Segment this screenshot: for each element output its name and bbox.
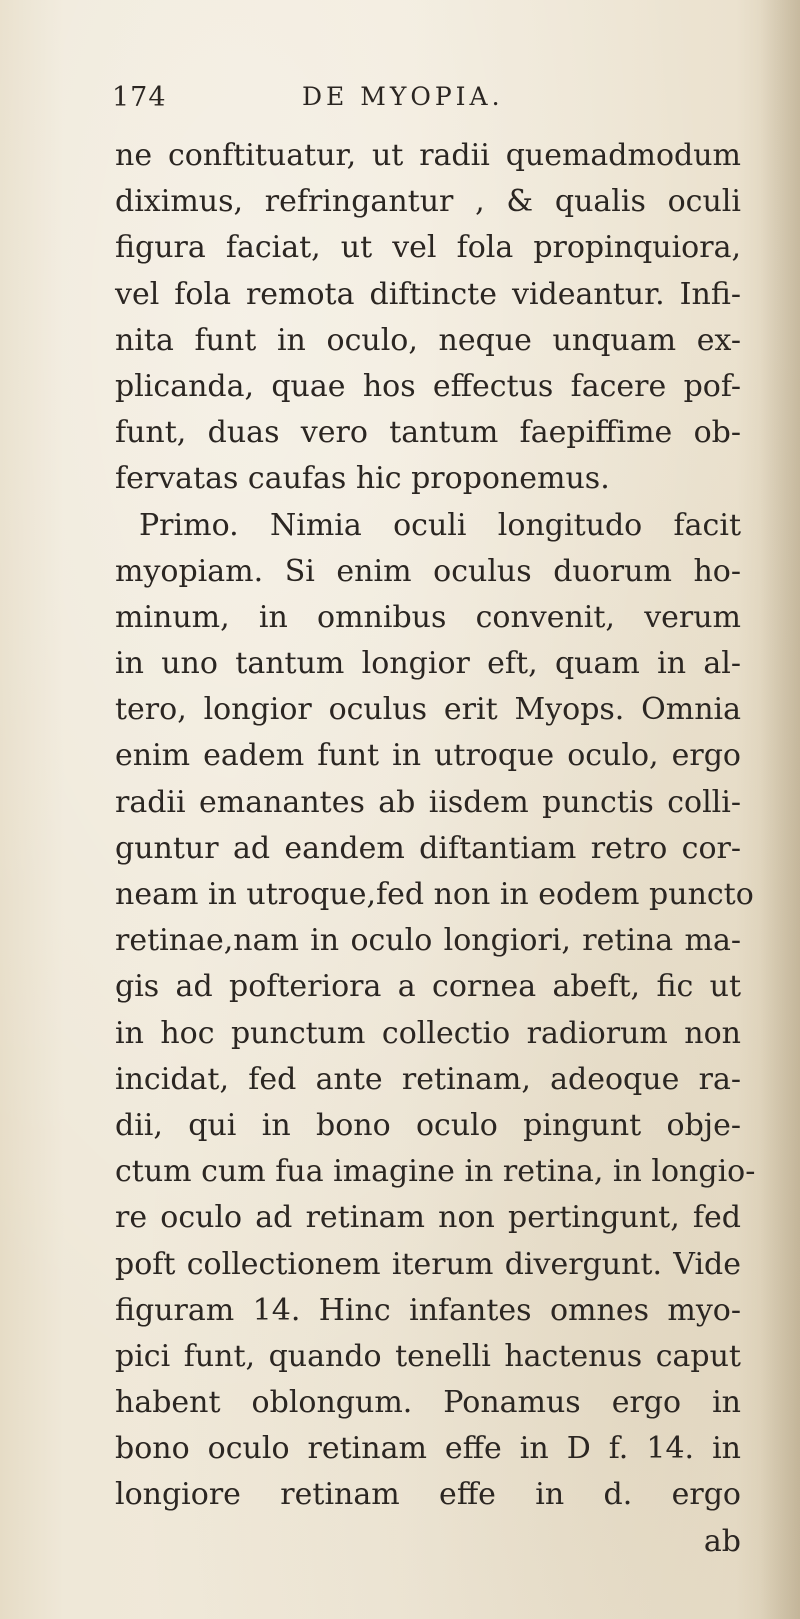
page-number: 174 bbox=[112, 82, 167, 113]
text-line: fervatas caufas hic proponemus. bbox=[115, 461, 610, 497]
page-edge-shadow bbox=[760, 0, 800, 1619]
text-line: ctum cum fua imagine in retina, in longio- bbox=[115, 1154, 756, 1190]
text-line: figura faciat, ut vel fola propinquiora, bbox=[115, 230, 741, 266]
text-line: dii, qui in bono oculo pingunt obje- bbox=[115, 1107, 741, 1143]
text-line: bono oculo retinam effe in D f. 14. in bbox=[115, 1431, 741, 1467]
text-line: diximus, refringantur , & qualis oculi bbox=[115, 184, 741, 220]
text-line: neam in utroque,fed non in eodem puncto bbox=[115, 877, 754, 912]
text-line: minum, in omnibus convenit, verum bbox=[115, 599, 741, 635]
text-line: Primo. Nimia oculi longitudo facit bbox=[139, 507, 741, 543]
text-line: in uno tantum longior eft, quam in al- bbox=[115, 646, 741, 682]
text-line: poft collectionem iterum divergunt. Vide bbox=[115, 1246, 741, 1282]
text-line: pici funt, quando tenelli hactenus caput bbox=[115, 1338, 741, 1374]
text-line: longiore retinam effe in d. ergo bbox=[115, 1477, 741, 1513]
text-line: gis ad pofteriora a cornea abeft, fic ut bbox=[115, 969, 741, 1005]
body-text bbox=[115, 133, 756, 1565]
text-line: habent oblongum. Ponamus ergo in bbox=[115, 1385, 741, 1421]
text-line: funt, duas vero tantum faepiffime ob- bbox=[115, 415, 741, 451]
text-line: re oculo ad retinam non pertingunt, fed bbox=[115, 1200, 741, 1236]
text-line: plicanda, quae hos effectus facere pof- bbox=[115, 368, 741, 404]
text-line: figuram 14. Hinc infantes omnes myo- bbox=[115, 1292, 741, 1328]
text-line: nita funt in oculo, neque unquam ex- bbox=[115, 322, 741, 358]
text-line: guntur ad eandem diftantiam retro cor- bbox=[115, 830, 741, 866]
catchword: ab bbox=[703, 1523, 741, 1559]
text-line: radii emanantes ab iisdem punctis colli- bbox=[115, 784, 741, 820]
text-line: ne conftituatur, ut radii quemadmodum bbox=[115, 138, 741, 173]
text-line: vel fola remota diftincte videantur. Infi- bbox=[115, 276, 741, 312]
running-head bbox=[112, 82, 732, 122]
text-line: myopiam. Si enim oculus duorum ho- bbox=[115, 553, 741, 589]
text-line: in hoc punctum collectio radiorum non bbox=[115, 1015, 741, 1051]
running-title: DE MYOPIA. bbox=[302, 82, 504, 111]
text-line: enim eadem funt in utroque oculo, ergo bbox=[115, 738, 741, 774]
text-line: tero, longior oculus erit Myops. Omnia bbox=[115, 692, 741, 728]
text-line: retinae,nam in oculo longiori, retina ma- bbox=[115, 923, 741, 959]
text-line: incidat, fed ante retinam, adeoque ra- bbox=[115, 1061, 741, 1097]
